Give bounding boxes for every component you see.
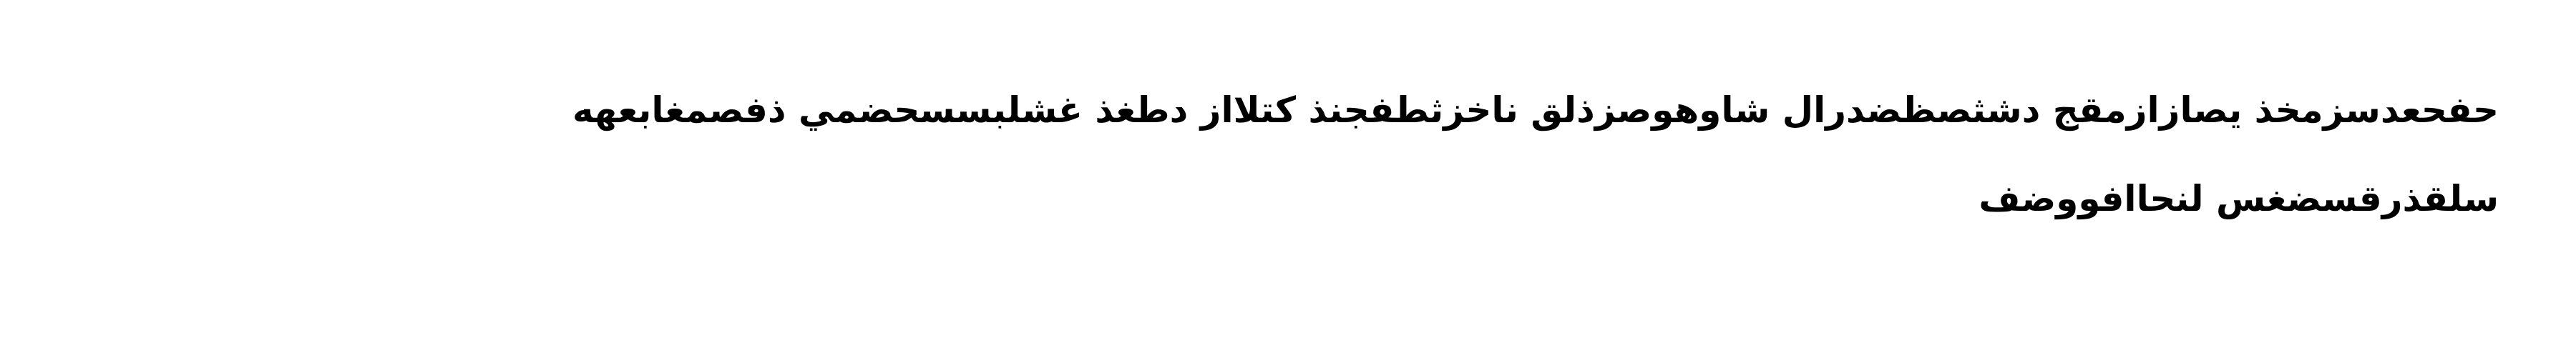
arabic-text-paragraph: [323, 66, 2499, 243]
text-line-2: سلقذرقسضغس لنحاافووضف: [1979, 178, 2499, 219]
text-line-1: حفحعدسزمخذ يصازازمقج دشثصظضدرال شاوهوصزذلق ناخزثطفجنذ كتلااز دطغذ غشلبسسحضمي ذفصمغابعهه: [572, 89, 2499, 131]
